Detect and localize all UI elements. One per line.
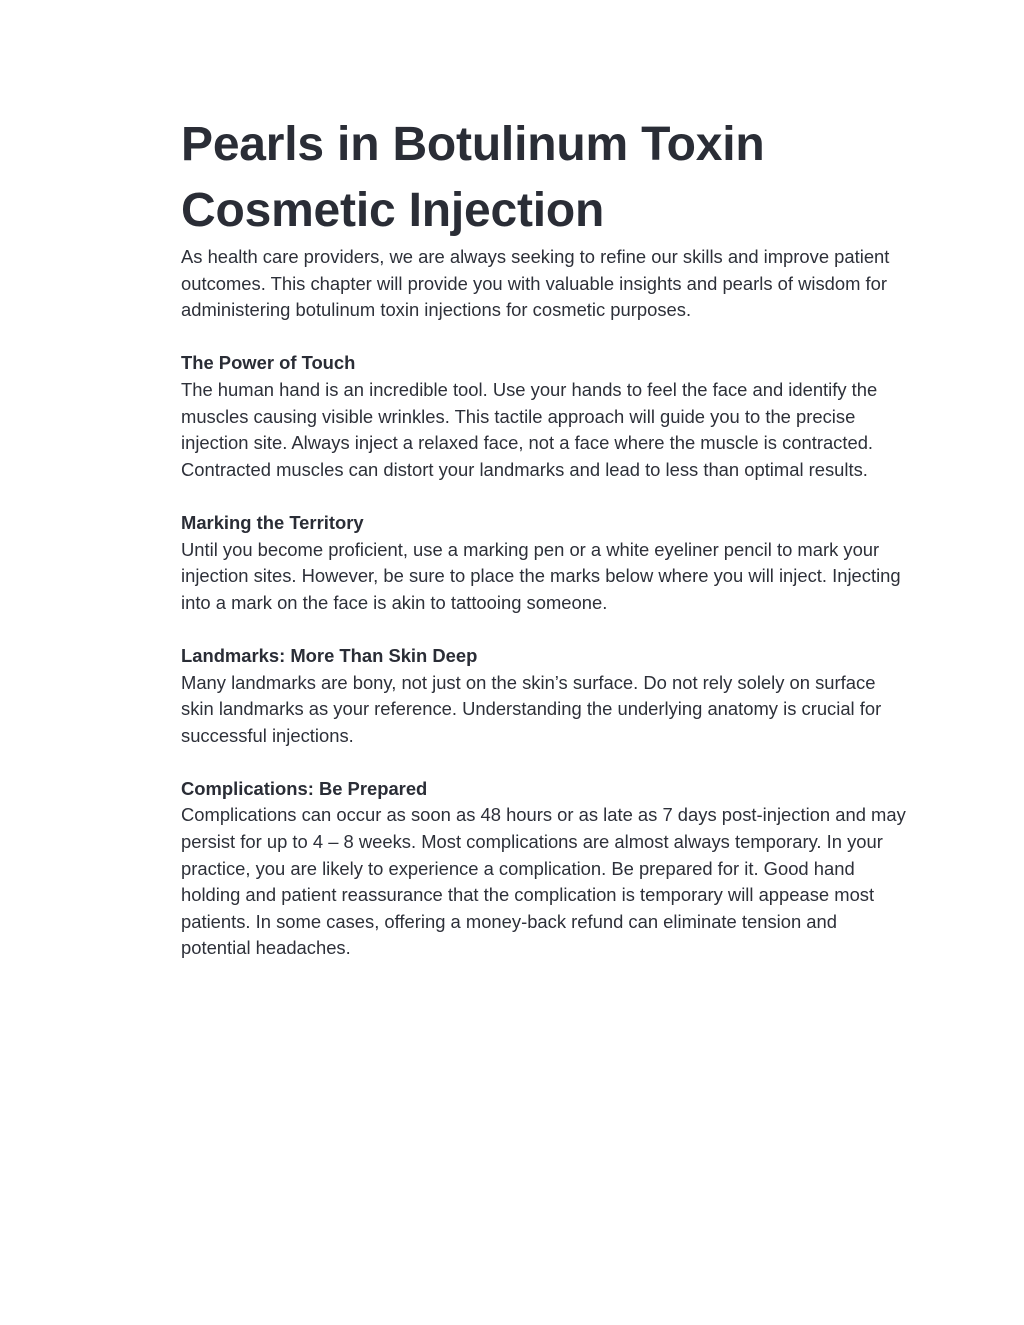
intro-paragraph: As health care providers, we are always seeking to refine our skills and improve patient outcomes. This chapter will provide you with valuable insights and pearls of wisdom for administering botulinum toxin injections for cosmetic purposes.: [181, 246, 890, 321]
section-complications: [181, 776, 911, 962]
title-line-2: Cosmetic Injection: [181, 184, 605, 237]
section-paragraph: Until you become proficient, use a marking pen or a white eyeliner pencil to mark your injection sites. However, be sure to place the marks below where you will inject. Injecting into a mark on the face is akin to tattooing someone.: [181, 538, 901, 613]
section-heading: Marking the Territory: [181, 511, 364, 533]
section-landmarks: [181, 643, 911, 749]
section-heading: Complications: Be Prepared: [181, 777, 428, 799]
page-title: [181, 112, 911, 244]
document-page: [181, 112, 911, 962]
title-line-1: Pearls in Botulinum Toxin: [181, 118, 765, 171]
section-paragraph: Many landmarks are bony, not just on the skin’s surface. Do not rely solely on surface skin landmarks as your reference. Understanding the underlying anatomy is crucial for successful injections.: [181, 671, 882, 746]
section-power-of-touch: [181, 350, 911, 483]
section-marking-the-territory: [181, 510, 911, 616]
section-paragraph: The human hand is an incredible tool. Use your hands to feel the face and identify the muscles causing visible wrinkles. This tactile approach will guide you to the precise injection site. Always inject a relaxed face, not a face where the muscle is contracted. Contracted muscles can distort your landmarks and lead to less than optimal results.: [181, 378, 878, 480]
section-heading: Landmarks: More Than Skin Deep: [181, 644, 478, 666]
section-paragraph: Complications can occur as soon as 48 hours or as late as 7 days post-injection and may persist for up to 4 – 8 weeks. Most complications are almost always temporary. In your practice, you are likely to experience a complication. Be prepared for it. Good hand holding and patient reassurance that the complication is temporary will appease most patients. In some cases, offering a money-back refund can eliminate tension and potential headaches.: [181, 804, 906, 959]
section-heading: The Power of Touch: [181, 352, 356, 374]
